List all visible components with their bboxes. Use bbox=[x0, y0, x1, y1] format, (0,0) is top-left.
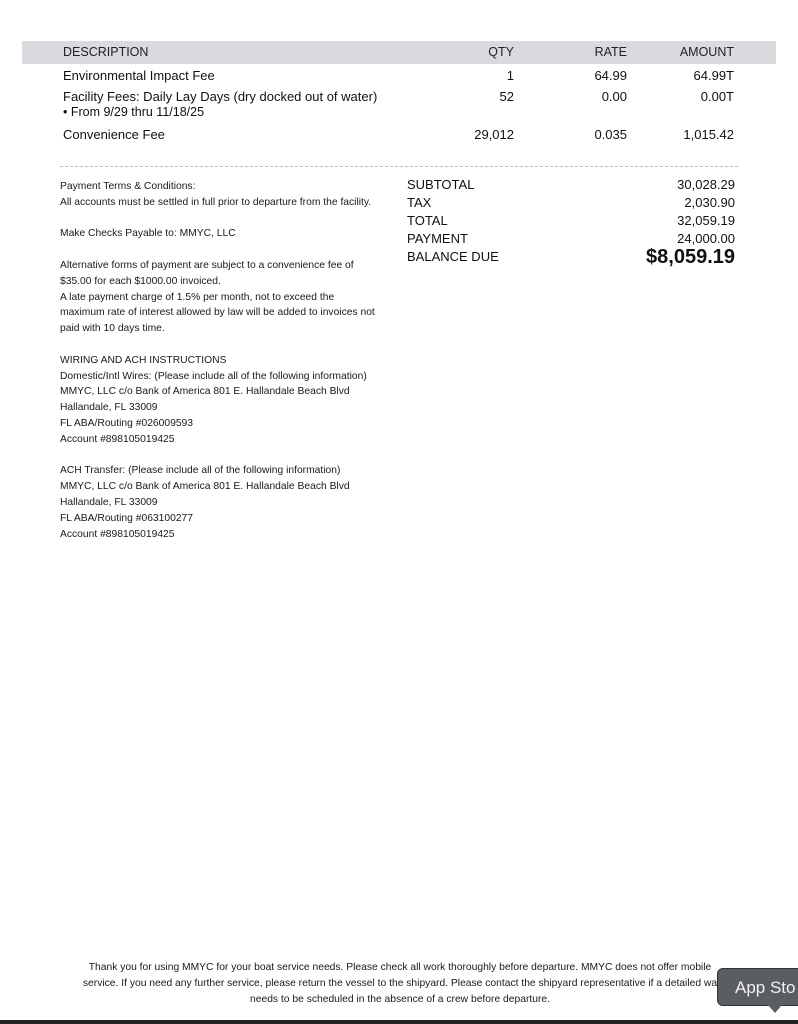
total-label: TOTAL bbox=[407, 213, 448, 228]
bottom-edge bbox=[0, 1020, 798, 1024]
item-amount: 0.00T bbox=[700, 89, 734, 104]
item-rate: 0.035 bbox=[594, 127, 627, 142]
footer-line: Thank you for using MMYC for your boat service needs. Please check all work thoroughly before departure. MMYC does not offer mobile bbox=[88, 962, 712, 973]
terms-line: FL ABA/Routing #063100277 bbox=[60, 512, 194, 524]
terms-line: Alternative forms of payment are subject to a convenience fee of bbox=[60, 259, 354, 271]
terms-line: $35.00 for each $1000.00 invoiced. bbox=[60, 275, 221, 287]
header-amount: AMOUNT bbox=[679, 45, 734, 59]
terms-line: Payment Terms & Conditions: bbox=[60, 181, 196, 192]
terms-block bbox=[60, 179, 400, 542]
item-subline bbox=[22, 107, 776, 125]
terms-line: ACH Transfer: (Please include all of the following information) bbox=[60, 465, 341, 477]
terms-line: A late payment charge of 1.5% per month, not to exceed the bbox=[60, 291, 335, 303]
item-amount: 1,015.42 bbox=[683, 127, 734, 142]
header-qty: QTY bbox=[488, 45, 514, 59]
item-date-range: • From 9/29 thru 11/18/25 bbox=[63, 105, 205, 119]
terms-line: MMYC, LLC c/o Bank of America 801 E. Hallandale Beach Blvd bbox=[60, 481, 350, 493]
terms-line: Account #898105019425 bbox=[60, 433, 175, 445]
terms-line: paid with 10 days time. bbox=[60, 323, 165, 335]
balance-row bbox=[407, 246, 735, 268]
balance-value: $8,059.19 bbox=[646, 246, 735, 268]
terms-line: MMYC, LLC c/o Bank of America 801 E. Hallandale Beach Blvd bbox=[60, 386, 350, 398]
total-row bbox=[407, 213, 735, 231]
table-row bbox=[22, 68, 776, 86]
divider bbox=[60, 166, 738, 167]
table-header bbox=[22, 41, 776, 64]
item-description: Facility Fees: Daily Lay Days (dry docked out of water) bbox=[63, 89, 378, 104]
terms-line: Account #898105019425 bbox=[60, 528, 175, 540]
item-description: Convenience Fee bbox=[63, 127, 165, 142]
terms-line: Hallandale, FL 33009 bbox=[60, 496, 158, 508]
terms-line: WIRING AND ACH INSTRUCTIONS bbox=[60, 354, 227, 366]
tooltip-pointer bbox=[768, 1005, 782, 1013]
header-rate: RATE bbox=[594, 45, 627, 59]
payment-value: 24,000.00 bbox=[677, 231, 735, 246]
balance-label: BALANCE DUE bbox=[407, 249, 499, 264]
total-value: 32,059.19 bbox=[677, 213, 735, 228]
subtotal-value: 30,028.29 bbox=[677, 177, 735, 192]
terms-line: maximum rate of interest allowed by law will be added to invoices not bbox=[60, 307, 375, 319]
terms-line: Domestic/Intl Wires: (Please include all of the following information) bbox=[60, 370, 367, 382]
terms-line: Hallandale, FL 33009 bbox=[60, 402, 158, 414]
payment-label: PAYMENT bbox=[407, 231, 468, 246]
item-qty: 29,012 bbox=[474, 127, 514, 142]
item-description: Environmental Impact Fee bbox=[63, 68, 215, 83]
subtotal-label: SUBTOTAL bbox=[407, 177, 475, 192]
item-qty: 1 bbox=[506, 68, 514, 83]
tax-label: TAX bbox=[407, 195, 432, 210]
item-amount: 64.99T bbox=[693, 68, 734, 83]
footer-line: needs to be scheduled in the absence of a crew before departure. bbox=[250, 994, 550, 1005]
footer-note bbox=[60, 960, 740, 1008]
terms-line: All accounts must be settled in full prior to departure from the facility. bbox=[60, 196, 372, 208]
totals-block bbox=[407, 177, 735, 267]
item-rate: 64.99 bbox=[594, 68, 627, 83]
item-qty: 52 bbox=[499, 89, 514, 104]
footer-line: service. If you need any further service, please return the vessel to the shipyard. Please contact the shipyard representative if a detailed wa bbox=[82, 978, 718, 989]
tax-value: 2,030.90 bbox=[684, 195, 735, 210]
terms-line: Make Checks Payable to: MMYC, LLC bbox=[60, 228, 236, 240]
tax-row bbox=[407, 195, 735, 213]
table-row bbox=[22, 127, 776, 145]
terms-line: FL ABA/Routing #026009593 bbox=[60, 417, 194, 429]
subtotal-row bbox=[407, 177, 735, 195]
header-description: DESCRIPTION bbox=[63, 45, 149, 59]
item-rate: 0.00 bbox=[601, 89, 627, 104]
line-items bbox=[22, 68, 776, 145]
app-store-button[interactable]: App Sto bbox=[717, 968, 798, 1006]
